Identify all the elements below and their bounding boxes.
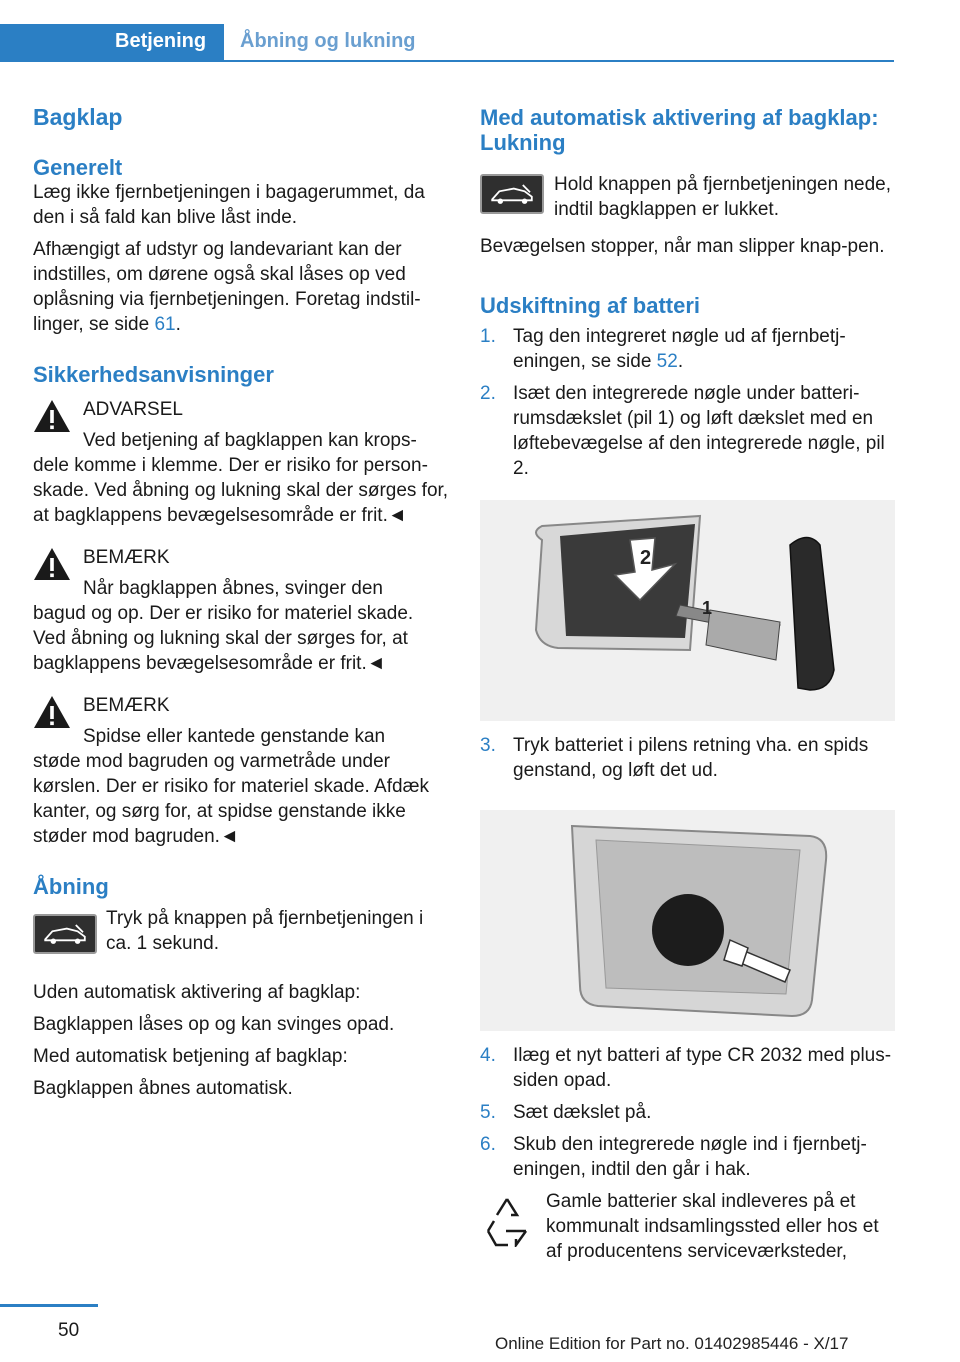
list-item: 2. Isæt den integrerede nøgle under batteri‐rumsdækslet (pil 1) og løft dækslet med en løftebevægelse af den integrerede nøgle, pil 2. (480, 383, 885, 479)
heading-auto-close: Med automatisk aktivering af bagklap: Lukning (480, 105, 879, 155)
warning-triangle-icon (33, 547, 71, 581)
recycle-icon (482, 1195, 532, 1247)
open-instruction (33, 906, 449, 966)
paragraph-no-auto: Uden automatisk aktivering af bagklap: (33, 982, 361, 1003)
warning-2-title: BEMÆRK (83, 547, 170, 568)
paragraph-generelt-1: Læg ikke fjernbetjeningen i bagagerummet, da den i så fald kan blive låst inde. (33, 182, 425, 228)
heading-generelt: Generelt (33, 155, 123, 180)
warning-block-1 (33, 397, 449, 528)
heading-aabning: Åbning (33, 874, 109, 899)
warning-triangle-icon (33, 399, 71, 433)
heading-bagklap: Bagklap (33, 104, 123, 130)
warning-1-lead: Ved betjening af bagklappen kan krops‐ (83, 430, 417, 451)
close-text: Hold knappen på fjernbetjeningen nede, indtil bagklappen er lukket. (554, 174, 891, 220)
list-item: 4. Ilæg et nyt batteri af type CR 2032 med plus-siden opad. (480, 1045, 892, 1091)
recycle-note (480, 1189, 895, 1264)
page-number: 50 (58, 1320, 80, 1341)
warning-3-title: BEMÆRK (83, 695, 170, 716)
tab-aabning-og-lukning[interactable]: Åbning og lukning (240, 30, 416, 52)
paragraph-generelt-2: Afhængigt af udstyr og landevariant kan der indstilles, om dørene også skal låses op ved oplåsning via fjernbetjeningen. Foretag indstil‐linger, se side 61. (33, 239, 421, 335)
paragraph-with-auto: Med automatisk betjening af bagklap: (33, 1046, 348, 1067)
warning-3-lead: Spidse eller kantede genstande kan (83, 726, 386, 747)
tailgate-button-icon (480, 174, 544, 214)
warning-2-lead: Når bagklappen åbnes, svinger den (83, 578, 383, 599)
footer-edition: Online Edition for Part no. 01402985446 - X/17 (495, 1334, 849, 1353)
battery-removal-illustration (480, 810, 895, 1031)
page-link-61[interactable]: 61 (154, 314, 176, 335)
battery-steps-list (480, 324, 895, 481)
battery-steps-list (480, 1043, 895, 1182)
figure-battery-removal (480, 810, 895, 1031)
page-link-52[interactable]: 52 (656, 351, 678, 372)
warning-1-text: dele komme i klemme. Der er risiko for person‐skade. Ved åbning og lukning skal der sørges for, at bagklappens bevægelsesområde er frit.◄ (33, 455, 449, 526)
heading-sikkerhed: Sikkerhedsanvisninger (33, 362, 274, 387)
paragraph-stop: Bevægelsen stopper, når man slipper knap‐pen. (480, 236, 885, 257)
warning-1-title: ADVARSEL (83, 399, 183, 420)
warning-triangle-icon (33, 695, 71, 729)
paragraph-auto-open: Bagklappen åbnes automatisk. (33, 1078, 293, 1099)
warning-block-3 (33, 693, 449, 849)
heading-batteri: Udskiftning af batteri (480, 293, 701, 318)
arrow-1-label: 1 (702, 598, 713, 618)
recycle-text: Gamle batterier skal indleveres på et kommunalt indsamlingssted eller hos et af producentens serviceværksteder, (546, 1191, 879, 1262)
open-text: Tryk på knappen på fjernbetjeningen i ca. 1 sekund. (106, 908, 424, 954)
key-cover-illustration (480, 500, 895, 721)
warning-3-text: støde mod bagruden og varmetråde under kørslen. Der er risiko for materiel skade. Afdæk kanter, og sørg for, at spidse genstande ikke støder mod bagruden.◄ (33, 751, 429, 847)
paragraph-unlock: Bagklappen låses op og kan svinges opad. (33, 1014, 395, 1035)
list-item: 5. Sæt dækslet på. (480, 1102, 652, 1123)
left-column (33, 100, 449, 1101)
warning-2-text: bagud og op. Der er risiko for materiel skade. Ved åbning og lukning skal der sørges for, at bagklappens bevægelsesområde er frit.◄ (33, 603, 414, 674)
battery-steps-list (480, 733, 895, 783)
page-header (0, 24, 894, 62)
warning-block-2 (33, 545, 449, 676)
footer-rule (0, 1304, 98, 1307)
right-column (480, 100, 895, 1264)
list-item: 3. Tryk batteriet i pilens retning vha. en spids genstand, og løft det ud. (480, 735, 869, 781)
tab-betjening[interactable]: Betjening (0, 24, 224, 62)
arrow-2-label: 2 (640, 547, 652, 569)
list-item: 6. Skub den integrerede nøgle ind i fjernbetj‐eningen, indtil den går i hak. (480, 1134, 867, 1180)
close-instruction (480, 172, 895, 228)
figure-key-cover (480, 500, 895, 721)
list-item: 1. Tag den integreret nøgle ud af fjernbetj‐eningen, se side 52. (480, 326, 846, 372)
tailgate-button-icon (33, 914, 97, 954)
